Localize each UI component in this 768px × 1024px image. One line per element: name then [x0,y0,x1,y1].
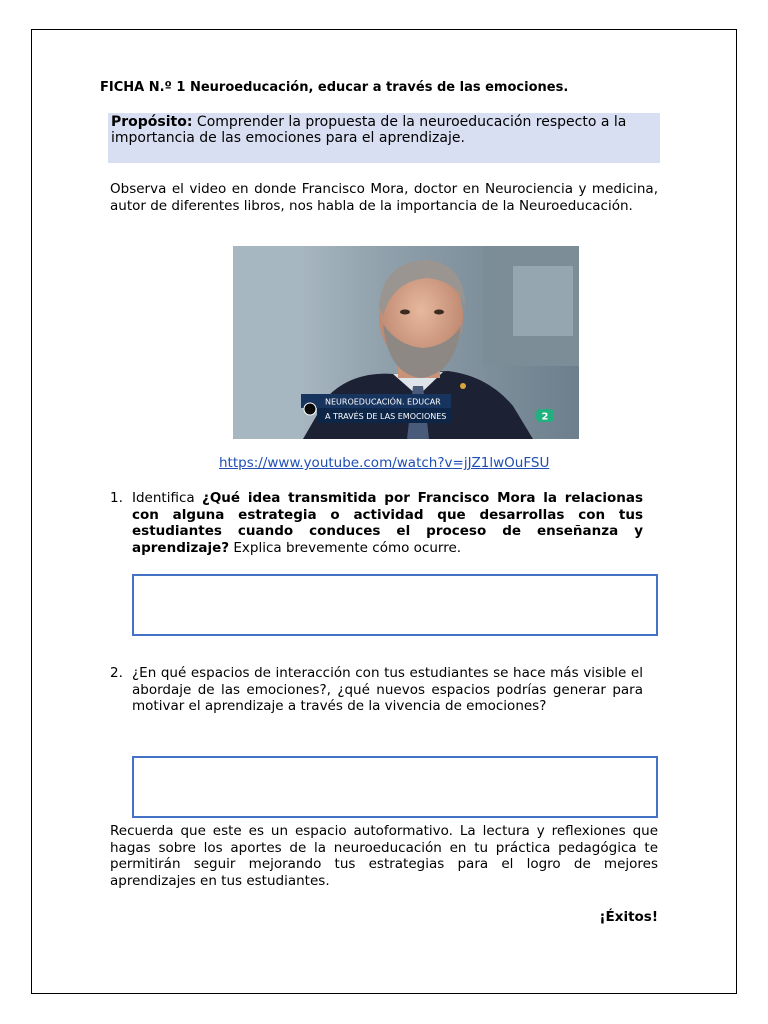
question-1-number: 1. [110,490,123,506]
answer-1-box[interactable] [132,574,658,636]
question-1-bold: ¿Qué idea transmitida por Francisco Mora la relacionas con alguna estrategia o actividad que desarrollas con tus estudiantes cuando conduces el proceso de enseñanza y aprendizaje? [132,490,643,556]
intro-paragraph: Observa el video en donde Francisco Mora, doctor en Neurociencia y medicina, autor de diferentes libros, nos habla de la importancia de la Neuroeducación. [110,181,658,214]
question-2-number: 2. [110,665,123,681]
page-title: FICHA N.º 1 Neuroeducación, educar a través de las emociones. [100,80,569,95]
farewell-text: ¡Éxitos! [599,909,658,925]
question-1-suffix: Explica brevemente cómo ocurre. [229,539,462,556]
question-1-prefix: Identifica [132,490,202,506]
video-thumbnail[interactable] [233,246,579,439]
answer-2-input[interactable] [134,758,656,816]
channel-logo: 2 [541,411,549,423]
video-caption-line2: A TRAVÉS DE LAS EMOCIONES [325,412,447,421]
video-link[interactable]: https://www.youtube.com/watch?v=jJZ1lwOuFSU [219,455,550,471]
closing-paragraph: Recuerda que este es un espacio autoformativo. La lectura y reflexiones que hagas sobre los aportes de la neuroeducación en tu práctica pedagógica te permitirán seguir mejorando tus estrategias para el logro de mejores aprendizajes en tus estudiantes. [110,823,658,889]
video-caption-line1: NEUROEDUCACIÓN. EDUCAR [325,397,441,407]
purpose-label: Propósito: [111,114,193,130]
video-still-image [233,246,579,439]
purpose-text: Comprender la propuesta de la neuroeducación respecto a la importancia de las emociones para el aprendizaje. [111,114,627,146]
answer-2-box[interactable] [132,756,658,818]
question-1-text [132,490,643,556]
answer-1-input[interactable] [134,576,656,634]
purpose-box [108,113,660,163]
question-2-text: ¿En qué espacios de interacción con tus estudiantes se hace más visible el abordaje de las emociones?, ¿qué nuevos espacios podrías generar para motivar el aprendizaje a través de la vivencia de emociones? [132,665,643,714]
